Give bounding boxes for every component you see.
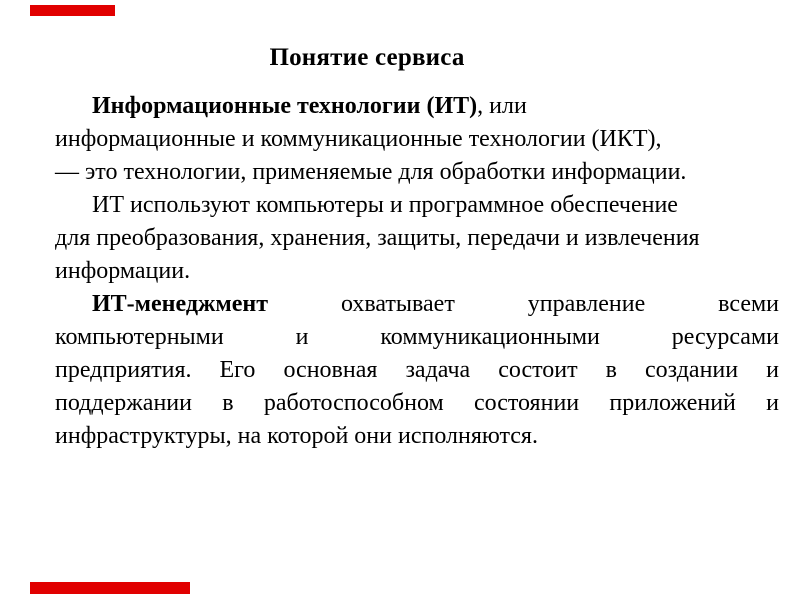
- body-line: [55, 90, 779, 123]
- line-text: — это технологии, применяемые для обработки информации.: [55, 159, 687, 185]
- body-line: [55, 123, 779, 156]
- body-line: [55, 255, 779, 288]
- line-text: информационные и коммуникационные технологии (ИКТ),: [55, 126, 662, 152]
- line-text: поддержании в работоспособном состоянии приложений и: [55, 390, 779, 416]
- line-text: инфраструктуры, на которой они исполняются.: [55, 423, 538, 449]
- body-line: [55, 387, 779, 420]
- line-text: информации.: [55, 258, 191, 284]
- body-line: [55, 321, 779, 354]
- body-line: [55, 222, 779, 255]
- line-text: ИТ используют компьютеры и программное обеспечение: [92, 192, 678, 218]
- bold-text: Информационные технологии (ИТ): [92, 93, 478, 119]
- body-line: [55, 420, 779, 453]
- line-text: для преобразования, хранения, защиты, передачи и извлечения: [55, 225, 700, 251]
- body-line: [55, 354, 779, 387]
- line-text: , или: [477, 93, 527, 119]
- body-line: [55, 288, 779, 321]
- line-text: компьютерными и коммуникационными ресурсами: [55, 324, 779, 350]
- body-line: [55, 189, 779, 222]
- slide-body: [55, 90, 779, 453]
- accent-bar-top: [30, 5, 115, 16]
- accent-bar-bottom: [30, 582, 190, 594]
- bold-text: ИТ-менеджмент: [92, 291, 268, 317]
- body-line: [55, 156, 779, 189]
- line-text: предприятия. Его основная задача состоит в создании и: [55, 357, 779, 383]
- line-text: охватывает управление всеми: [268, 291, 779, 317]
- slide-title: Понятие сервиса: [269, 44, 465, 71]
